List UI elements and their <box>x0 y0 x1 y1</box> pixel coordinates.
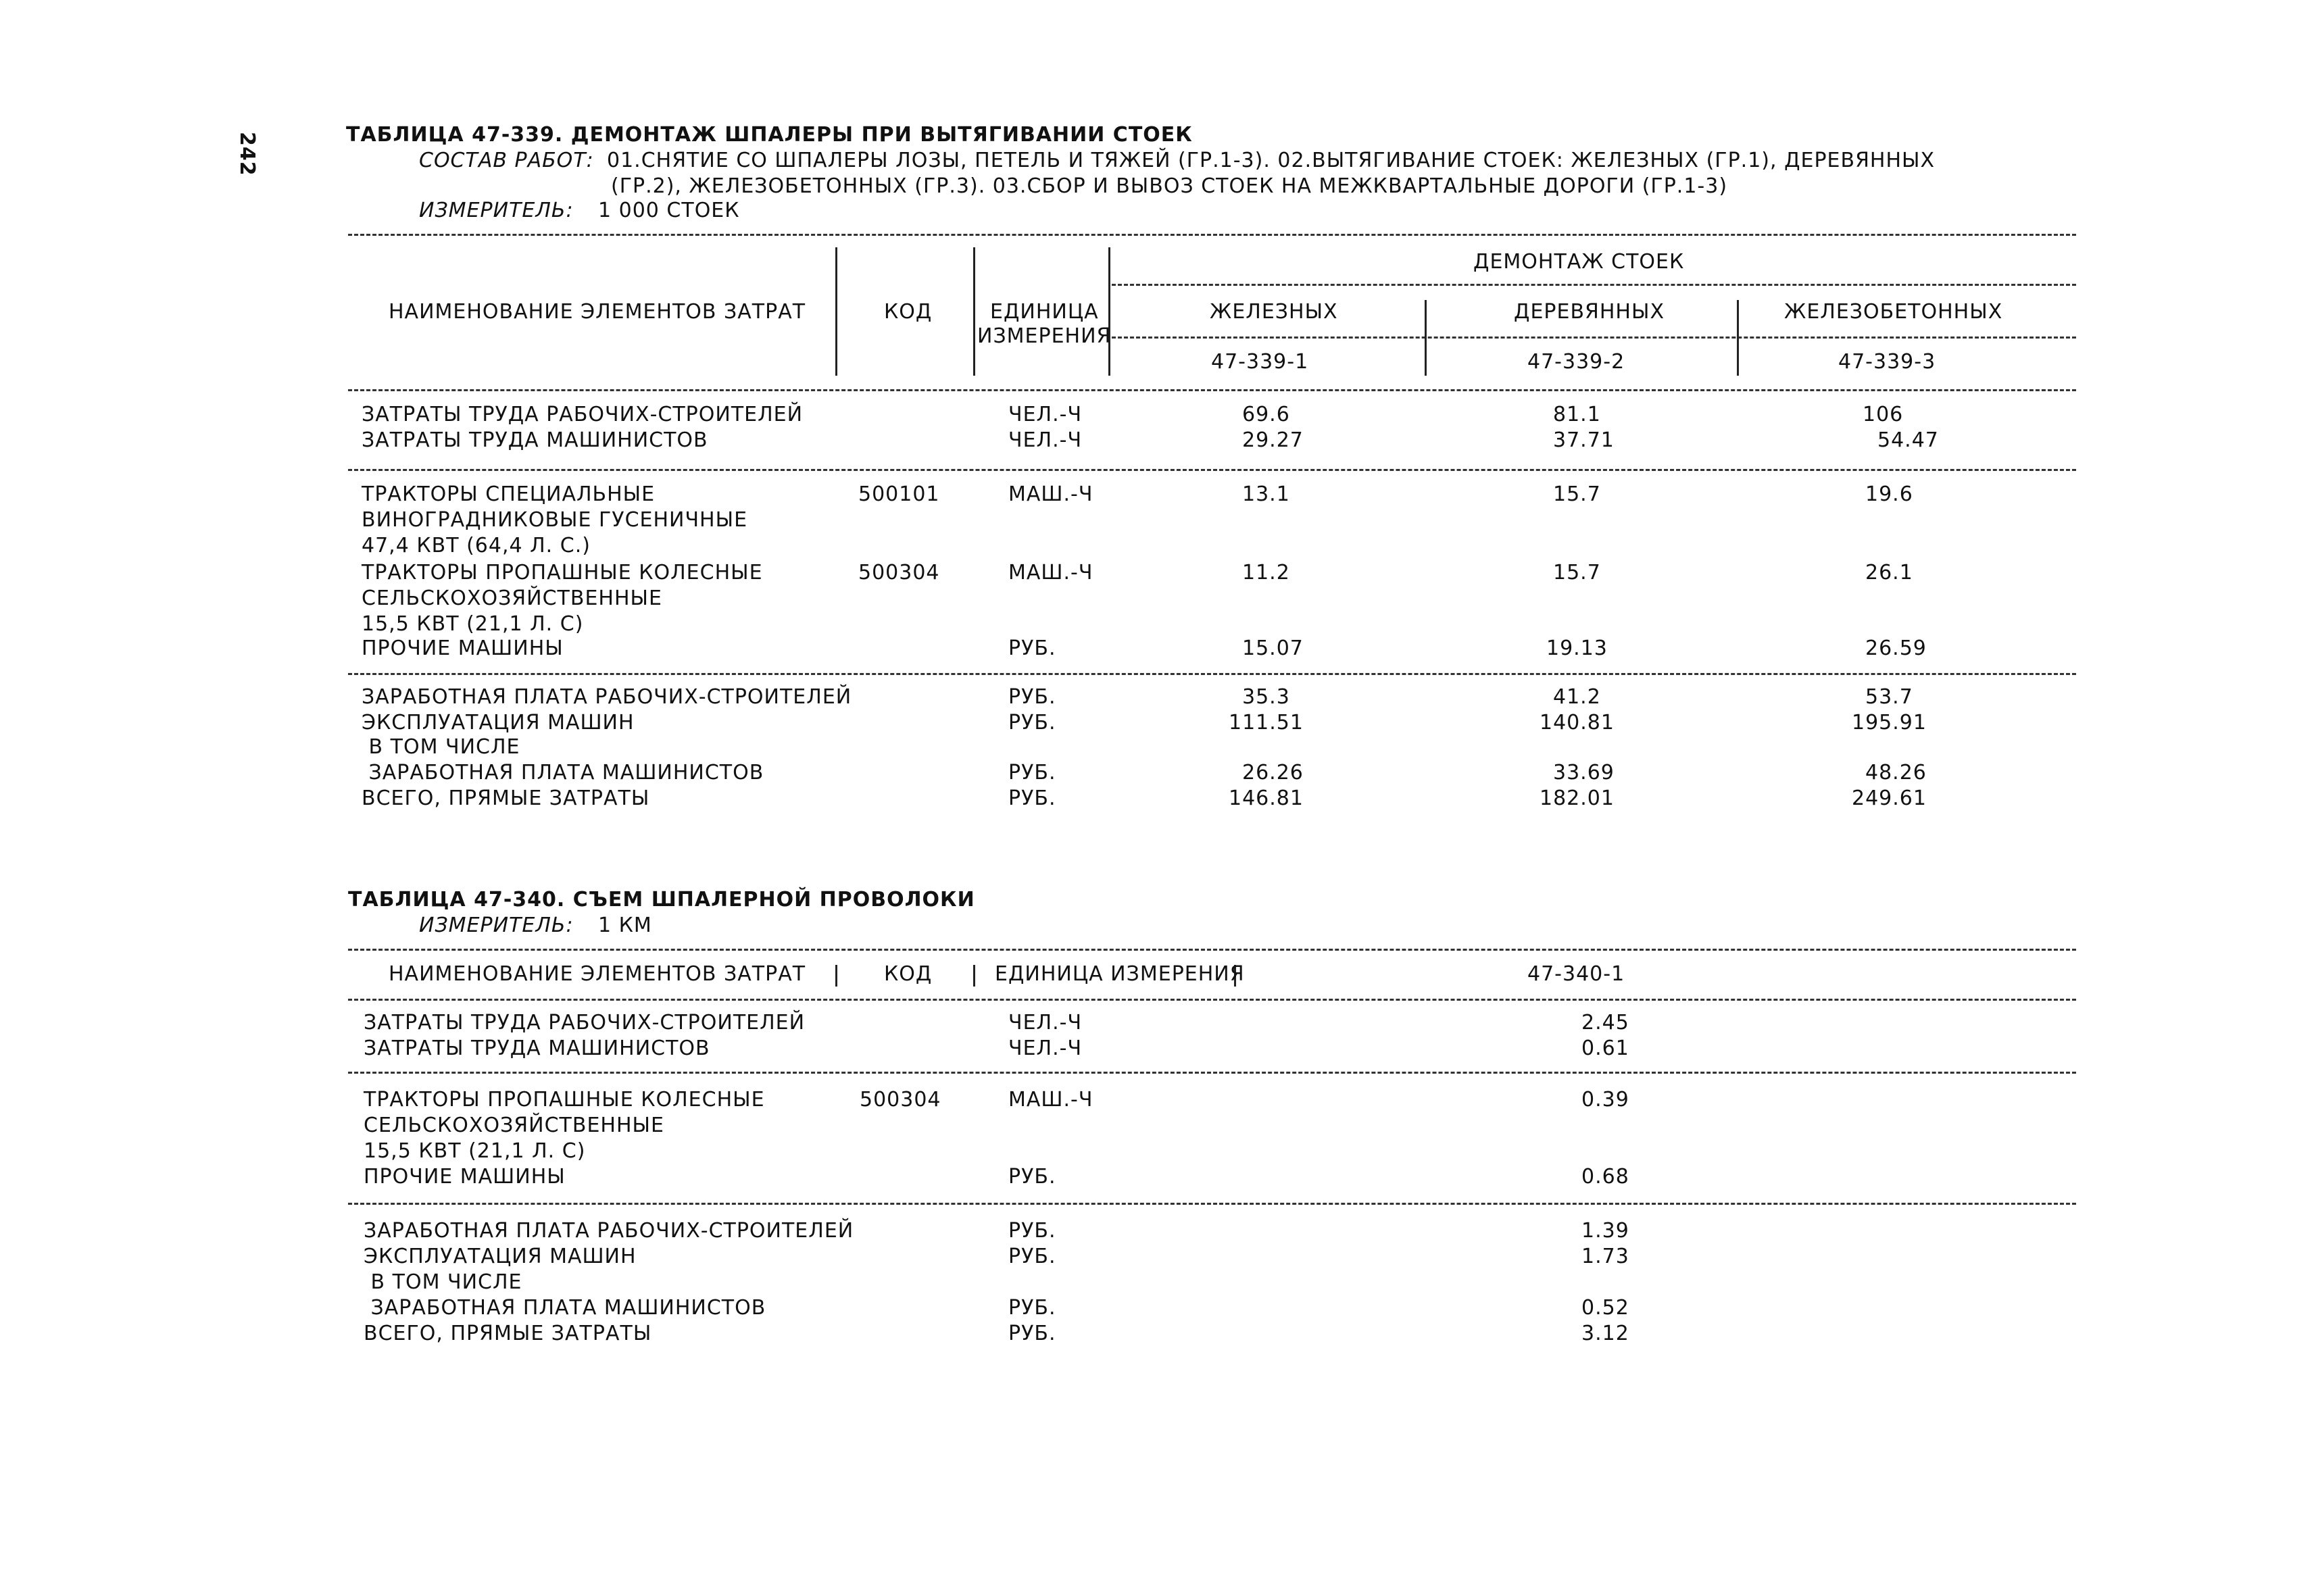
table-row-name: ПРОЧИЕ МАШИНЫ <box>364 1165 566 1189</box>
table-row-name: 15,5 КВТ (21,1 Л. С) <box>362 612 584 636</box>
column-id-1: 47-340-1 <box>1527 962 1625 986</box>
table-339-header-bottom-rule <box>348 389 2076 391</box>
table-339-section-rule-1 <box>348 469 2076 471</box>
work-composition-line1: 01.СНЯТИЕ СО ШПАЛЕРЫ ЛОЗЫ, ПЕТЕЛЬ И ТЯЖЕЙ (ГР.1-3). 02.ВЫТЯГИВАНИЕ СТОЕК: ЖЕЛЕЗНЫХ (ГР.1), ДЕРЕВЯННЫХ <box>607 149 1936 172</box>
table-row-value-3: 48.26 <box>1865 761 1927 784</box>
subheader-rule <box>1112 336 2076 339</box>
column-header-unit: ЕДИНИЦА ИЗМЕРЕНИЯ <box>995 962 1245 986</box>
header-divider-col2 <box>1737 300 1739 376</box>
table-row-value-1: 1.73 <box>1581 1245 1629 1268</box>
column-id-3: 47-339-3 <box>1838 350 1936 374</box>
table-row-value-1: 26.26 <box>1242 761 1304 784</box>
table-340-section-rule-1 <box>348 1072 2076 1074</box>
column-id-1: 47-339-1 <box>1211 350 1309 374</box>
column-header-code: КОД <box>884 300 933 324</box>
table-row-name: ЗАРАБОТНАЯ ПЛАТА МАШИНИСТОВ <box>364 1296 766 1320</box>
table-339-title: ТАБЛИЦА 47-339. ДЕМОНТАЖ ШПАЛЕРЫ ПРИ ВЫТЯГИВАНИИ СТОЕК <box>346 123 1193 147</box>
table-row-name: ЗАТРАТЫ ТРУДА РАБОЧИХ-СТРОИТЕЛЕЙ <box>362 403 804 426</box>
table-row-unit: РУБ. <box>1008 787 1056 810</box>
table-row-value-1: 0.39 <box>1581 1088 1629 1112</box>
table-row-value-1: 0.61 <box>1581 1037 1629 1060</box>
table-row-name: В ТОМ ЧИСЛЕ <box>364 1270 522 1294</box>
table-row-code: 500304 <box>858 561 940 584</box>
table-row-name: СЕЛЬСКОХОЗЯЙСТВЕННЫЕ <box>364 1114 664 1137</box>
column-group-header: ДЕМОНТАЖ СТОЕК <box>1473 250 1685 274</box>
table-row-name: В ТОМ ЧИСЛЕ <box>362 735 520 759</box>
meter-value-339: 1 000 СТОЕК <box>598 199 740 222</box>
table-row-unit: РУБ. <box>1008 1245 1056 1268</box>
table-row-name: ТРАКТОРЫ ПРОПАШНЫЕ КОЛЕСНЫЕ <box>362 561 763 584</box>
column-header-wooden: ДЕРЕВЯННЫХ <box>1514 300 1665 324</box>
table-row-value-3: 53.7 <box>1865 685 1913 709</box>
table-row-name: ЭКСПЛУАТАЦИЯ МАШИН <box>362 711 635 734</box>
column-id-2: 47-339-2 <box>1527 350 1625 374</box>
table-row-name: ВСЕГО, ПРЯМЫЕ ЗАТРАТЫ <box>362 787 650 810</box>
column-header-unit-line1: ЕДИНИЦА <box>990 300 1099 324</box>
table-row-value-1: 0.52 <box>1581 1296 1629 1320</box>
table-row-unit: РУБ. <box>1008 685 1056 709</box>
table-row-value-2: 37.71 <box>1553 428 1615 452</box>
work-composition-line2: (ГР.2), ЖЕЛЕЗОБЕТОННЫХ (ГР.3). 03.СБОР И ВЫВОЗ СТОЕК НА МЕЖКВАРТАЛЬНЫЕ ДОРОГИ (ГР.1-3) <box>611 174 1728 198</box>
column-header-code: КОД <box>884 962 933 986</box>
table-340-header-bottom-rule <box>348 999 2076 1001</box>
header-divider-name <box>835 965 837 987</box>
table-row-value-1: 2.45 <box>1581 1011 1629 1034</box>
group-header-rule <box>1112 284 2076 286</box>
table-row-value-1: 146.81 <box>1229 787 1304 810</box>
table-row-name: ЗАТРАТЫ ТРУДА МАШИНИСТОВ <box>362 428 708 452</box>
table-row-value-1: 0.68 <box>1581 1165 1629 1189</box>
table-row-unit: ЧЕЛ.-Ч <box>1008 1037 1083 1060</box>
table-row-value-1: 13.1 <box>1242 482 1290 506</box>
table-row-value-1: 1.39 <box>1581 1219 1629 1243</box>
table-row-name: ПРОЧИЕ МАШИНЫ <box>362 637 564 660</box>
table-row-unit: РУБ. <box>1008 761 1056 784</box>
column-header-concrete: ЖЕЛЕЗОБЕТОННЫХ <box>1784 300 2003 324</box>
table-row-name: ТРАКТОРЫ ПРОПАШНЫЕ КОЛЕСНЫЕ <box>364 1088 765 1112</box>
table-row-name: ЭКСПЛУАТАЦИЯ МАШИН <box>364 1245 637 1268</box>
table-339-top-rule <box>348 234 2076 236</box>
header-divider-code <box>973 247 975 376</box>
table-row-value-3: 249.61 <box>1852 787 1927 810</box>
table-row-unit: ЧЕЛ.-Ч <box>1008 428 1083 452</box>
column-header-unit-line2: ИЗМЕРЕНИЯ <box>977 324 1112 348</box>
table-row-value-3: 19.6 <box>1865 482 1913 506</box>
header-divider-code <box>973 965 975 987</box>
table-row-value-1: 11.2 <box>1242 561 1290 584</box>
meter-label-340: ИЗМЕРИТЕЛЬ: <box>419 914 574 937</box>
table-row-value-2: 15.7 <box>1553 482 1601 506</box>
table-row-name: ЗАТРАТЫ ТРУДА РАБОЧИХ-СТРОИТЕЛЕЙ <box>364 1011 806 1034</box>
table-row-name: ЗАРАБОТНАЯ ПЛАТА РАБОЧИХ-СТРОИТЕЛЕЙ <box>364 1219 854 1243</box>
table-row-value-2: 182.01 <box>1540 787 1615 810</box>
table-row-name: 47,4 КВТ (64,4 Л. С.) <box>362 534 591 557</box>
table-row-value-2: 140.81 <box>1540 711 1615 734</box>
table-row-value-3: 54.47 <box>1877 428 1939 452</box>
table-row-value-2: 81.1 <box>1553 403 1601 426</box>
column-header-name: НАИМЕНОВАНИЕ ЭЛЕМЕНТОВ ЗАТРАТ <box>389 300 806 324</box>
table-row-value-2: 19.13 <box>1546 637 1608 660</box>
table-340-title: ТАБЛИЦА 47-340. СЪЕМ ШПАЛЕРНОЙ ПРОВОЛОКИ <box>348 888 975 912</box>
header-divider-col1 <box>1425 300 1427 376</box>
table-row-name: СЕЛЬСКОХОЗЯЙСТВЕННЫЕ <box>362 587 662 610</box>
table-340-section-rule-2 <box>348 1203 2076 1205</box>
meter-value-340: 1 КМ <box>598 914 652 937</box>
table-row-code: 500304 <box>860 1088 941 1112</box>
table-row-code: 500101 <box>858 482 940 506</box>
table-row-value-1: 35.3 <box>1242 685 1290 709</box>
table-row-unit: ЧЕЛ.-Ч <box>1008 403 1083 426</box>
table-row-unit: ЧЕЛ.-Ч <box>1008 1011 1083 1034</box>
column-header-name: НАИМЕНОВАНИЕ ЭЛЕМЕНТОВ ЗАТРАТ <box>389 962 806 986</box>
table-row-unit: РУБ. <box>1008 1322 1056 1345</box>
table-row-unit: МАШ.-Ч <box>1008 1088 1093 1112</box>
table-row-value-1: 3.12 <box>1581 1322 1629 1345</box>
page-number: 242 <box>235 132 259 176</box>
header-divider-unit <box>1108 247 1110 376</box>
table-row-name: ТРАКТОРЫ СПЕЦИАЛЬНЫЕ <box>362 482 656 506</box>
table-row-name: ВСЕГО, ПРЯМЫЕ ЗАТРАТЫ <box>364 1322 652 1345</box>
table-row-name: ВИНОГРАДНИКОВЫЕ ГУСЕНИЧНЫЕ <box>362 508 748 532</box>
header-divider-name <box>835 247 837 376</box>
table-row-value-3: 106 <box>1863 403 1904 426</box>
column-header-iron: ЖЕЛЕЗНЫХ <box>1210 300 1338 324</box>
table-row-unit: МАШ.-Ч <box>1008 561 1093 584</box>
table-row-unit: МАШ.-Ч <box>1008 482 1093 506</box>
meter-label-339: ИЗМЕРИТЕЛЬ: <box>419 199 574 222</box>
table-row-value-2: 15.7 <box>1553 561 1601 584</box>
table-row-unit: РУБ. <box>1008 637 1056 660</box>
table-row-value-1: 111.51 <box>1229 711 1304 734</box>
table-row-value-2: 33.69 <box>1553 761 1615 784</box>
table-row-name: ЗАРАБОТНАЯ ПЛАТА РАБОЧИХ-СТРОИТЕЛЕЙ <box>362 685 852 709</box>
table-row-value-3: 26.59 <box>1865 637 1927 660</box>
table-row-value-3: 26.1 <box>1865 561 1913 584</box>
table-row-name: ЗАРАБОТНАЯ ПЛАТА МАШИНИСТОВ <box>362 761 764 784</box>
work-composition-label: СОСТАВ РАБОТ: <box>419 149 594 172</box>
table-340-top-rule <box>348 949 2076 951</box>
table-row-name: 15,5 КВТ (21,1 Л. С) <box>364 1139 586 1163</box>
table-row-unit: РУБ. <box>1008 1165 1056 1189</box>
table-row-unit: РУБ. <box>1008 1296 1056 1320</box>
table-row-value-1: 69.6 <box>1242 403 1290 426</box>
table-row-unit: РУБ. <box>1008 1219 1056 1243</box>
table-row-unit: РУБ. <box>1008 711 1056 734</box>
table-row-name: ЗАТРАТЫ ТРУДА МАШИНИСТОВ <box>364 1037 710 1060</box>
table-row-value-1: 29.27 <box>1242 428 1304 452</box>
table-row-value-1: 15.07 <box>1242 637 1304 660</box>
table-row-value-3: 195.91 <box>1852 711 1927 734</box>
table-339-section-rule-2 <box>348 673 2076 675</box>
table-row-value-2: 41.2 <box>1553 685 1601 709</box>
